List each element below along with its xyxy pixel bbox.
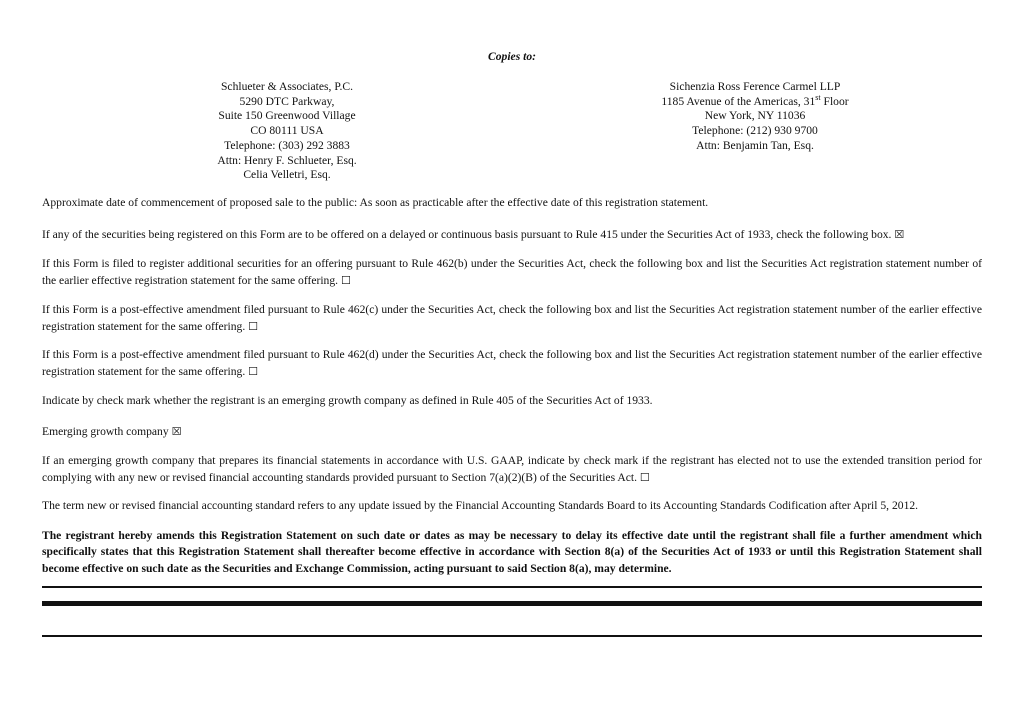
right-address-block [630,80,880,154]
right-address-street [630,92,880,110]
transition-text: If an emerging growth company that prepares its financial statements in accordance with U.S. GAAP, indicate by check mark if the registrant has elected not to use the extended transition period for complying with any new or revised financial accounting standards provided pursuant to Section 7(a)(2)(B) of the Securities Act. [42,454,982,484]
rule462b-text: If this Form is filed to register additional securities for an offering pursuant to Rule 462(b) under the Securities Act, check the following box and list the Securities Act registration statement number of the earlier effective registration statement for the same offering. [42,257,982,287]
divider-thin-top [42,586,982,588]
rule462d-paragraph [42,347,982,380]
street-superscript: st [815,92,821,102]
transition-checkbox[interactable]: ☐ [639,470,650,484]
left-address-block [182,80,392,183]
right-address-phone: Telephone: (212) 930 9700 [692,124,818,138]
rule415-paragraph [42,227,982,244]
approx-date-paragraph: Approximate date of commencement of proposed sale to the public: As soon as practicable after the effective date of this registration statement. [42,196,709,209]
egc-checkbox[interactable]: ☒ [171,425,182,438]
rule415-checkbox[interactable]: ☒ [894,228,905,241]
right-address-firm: Sichenzia Ross Ference Carmel LLP [669,80,841,93]
rule462d-checkbox[interactable]: ☐ [248,364,259,378]
indicate-egc-paragraph: Indicate by check mark whether the registrant is an emerging growth company as defined in Rule 405 of the Securities Act of 1933. [42,394,653,407]
egc-label: Emerging growth company [42,425,169,438]
left-address-suite: Suite 150 Greenwood Village [218,109,356,123]
left-address-attn: Attn: Henry F. Schlueter, Esq. [217,153,357,167]
rule462b-checkbox[interactable]: ☐ [340,273,351,287]
divider-thick [42,601,982,606]
rule462c-checkbox[interactable]: ☐ [248,319,259,333]
rule415-text: If any of the securities being registered on this Form are to be offered on a delayed or continuous basis pursuant to Rule 415 under the Securities Act of 1933, check the following box. [42,228,892,241]
left-address-street: 5290 DTC Parkway, [239,94,335,108]
rule462b-paragraph [42,256,982,289]
right-address-attn: Attn: Benjamin Tan, Esq. [696,138,814,152]
right-address-city: New York, NY 11036 [704,109,806,123]
copies-to-heading: Copies to: [488,50,536,63]
delaying-amendment-paragraph: The registrant hereby amends this Registration Statement on such date or dates as may be necessary to delay its effective date until the registrant shall file a further amendment which specifically states that this Registration Statement shall thereafter become effective in accordance with Section 8(a) of the Securities Act of 1933 or until this Registration Statement shall become effective on such date as the Securities and Exchange Commission, acting pursuant to said Section 8(a), may determine. [42,529,982,575]
left-address-phone: Telephone: (303) 292 3883 [224,138,350,152]
rule462c-text: If this Form is a post-effective amendment filed pursuant to Rule 462(c) under the Securities Act, check the following box and list the Securities Act registration statement number of the earlier effective registration statement for the same offering. [42,303,982,333]
left-address-firm: Schlueter & Associates, P.C. [220,80,354,93]
egc-paragraph [42,424,982,441]
divider-thin-bottom [42,635,982,637]
term-definition-paragraph: The term new or revised financial accounting standard refers to any update issued by the Financial Accounting Standards Board to its Accounting Standards Codification after April 5, 2012. [42,499,919,512]
transition-paragraph [42,453,982,486]
rule462d-text: If this Form is a post-effective amendment filed pursuant to Rule 462(d) under the Securities Act, check the following box and list the Securities Act registration statement number of the earlier effective registration statement for the same offering. [42,348,982,378]
rule462c-paragraph [42,302,982,335]
left-address-city: CO 80111 USA [250,124,324,138]
left-address-attn-2: Celia Velletri, Esq. [243,168,331,182]
street-text: 1185 Avenue of the Americas, 31 [661,94,816,108]
street-text-after: Floor [820,94,849,108]
